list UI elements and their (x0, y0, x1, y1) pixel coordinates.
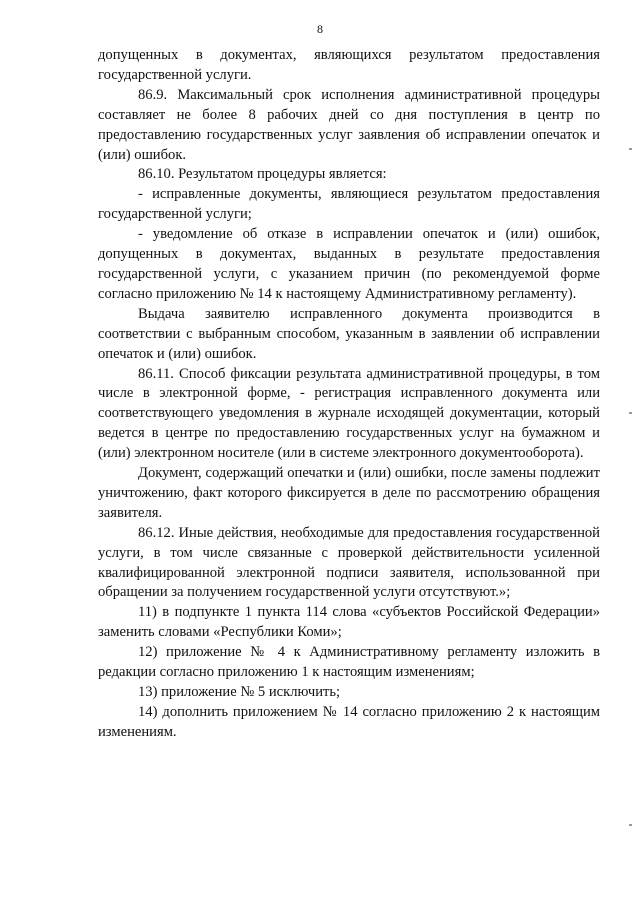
paragraph-86-10: 86.10. Результатом процедуры является: (138, 166, 387, 183)
paragraph-86-12: 86.12. Иные действия, необходимые для предоставления государственной услуги, в том числе связанные с проверкой действительности усиленной квалифицированной электронной подписи заявителя, использованной при обращении за получением государственной услуги отсутствуют.»; (98, 524, 600, 601)
paragraph-item-13: 13) приложение № 5 исключить; (138, 684, 341, 700)
page-number: 8 (317, 22, 323, 36)
paragraph-86-9: 86.9. Максимальный срок исполнения административной процедуры составляет не более 8 рабочих дней со дня поступления в центр по предоставлению государственных услуг заявления об исправлении опечаток и (или) ошибок. (98, 86, 600, 163)
paragraph-item-14: 14) дополнить приложением № 14 согласно приложению 2 к настоящим изменениям. (98, 703, 600, 740)
paragraph-result-refusal-notice: - уведомление об отказе в исправлении опечаток и (или) ошибок, допущенных в документах, выданных в результате предоставления государственной услуги, с указанием причин (по рекомендуемой форме согласно приложению № 14 к настоящему Административному регламенту). (98, 226, 600, 302)
scan-margin-mark (629, 824, 632, 826)
paragraph-item-11: 11) в подпункте 1 пункта 114 слова «субъектов Российской Федерации» заменить словами «Республики Коми»; (98, 604, 600, 641)
scan-margin-mark (629, 148, 632, 150)
document-body (98, 46, 600, 743)
scan-margin-mark (629, 412, 632, 414)
paragraph-destruction: Документ, содержащий опечатки и (или) ошибки, после замены подлежит уничтожению, факт которого фиксируется в деле по рассмотрению обращения заявителя. (98, 465, 600, 521)
paragraph-continuation: допущенных в документах, являющихся результатом предоставления государственной услуги. (98, 47, 600, 83)
paragraph-item-12: 12) приложение № 4 к Административному регламенту изложить в редакции согласно приложению 1 к настоящим изменениям; (98, 644, 600, 681)
paragraph-issuance: Выдача заявителю исправленного документа производится в соответствии с выбранным способом, указанным в заявлении об исправлении опечаток и (или) ошибок. (98, 305, 600, 362)
paragraph-86-11: 86.11. Способ фиксации результата административной процедуры, в том числе в электронной форме, - регистрация исправленного документа или соответствующего уведомления в журнале исходящей документации, который ведется в центре по предоставлению государственных услуг на бумажном и (или) электронном носителе (или в системе электронного документооборота). (98, 365, 600, 462)
paragraph-result-corrected-documents: - исправленные документы, являющиеся результатом предоставления государственной услуги; (98, 186, 600, 223)
